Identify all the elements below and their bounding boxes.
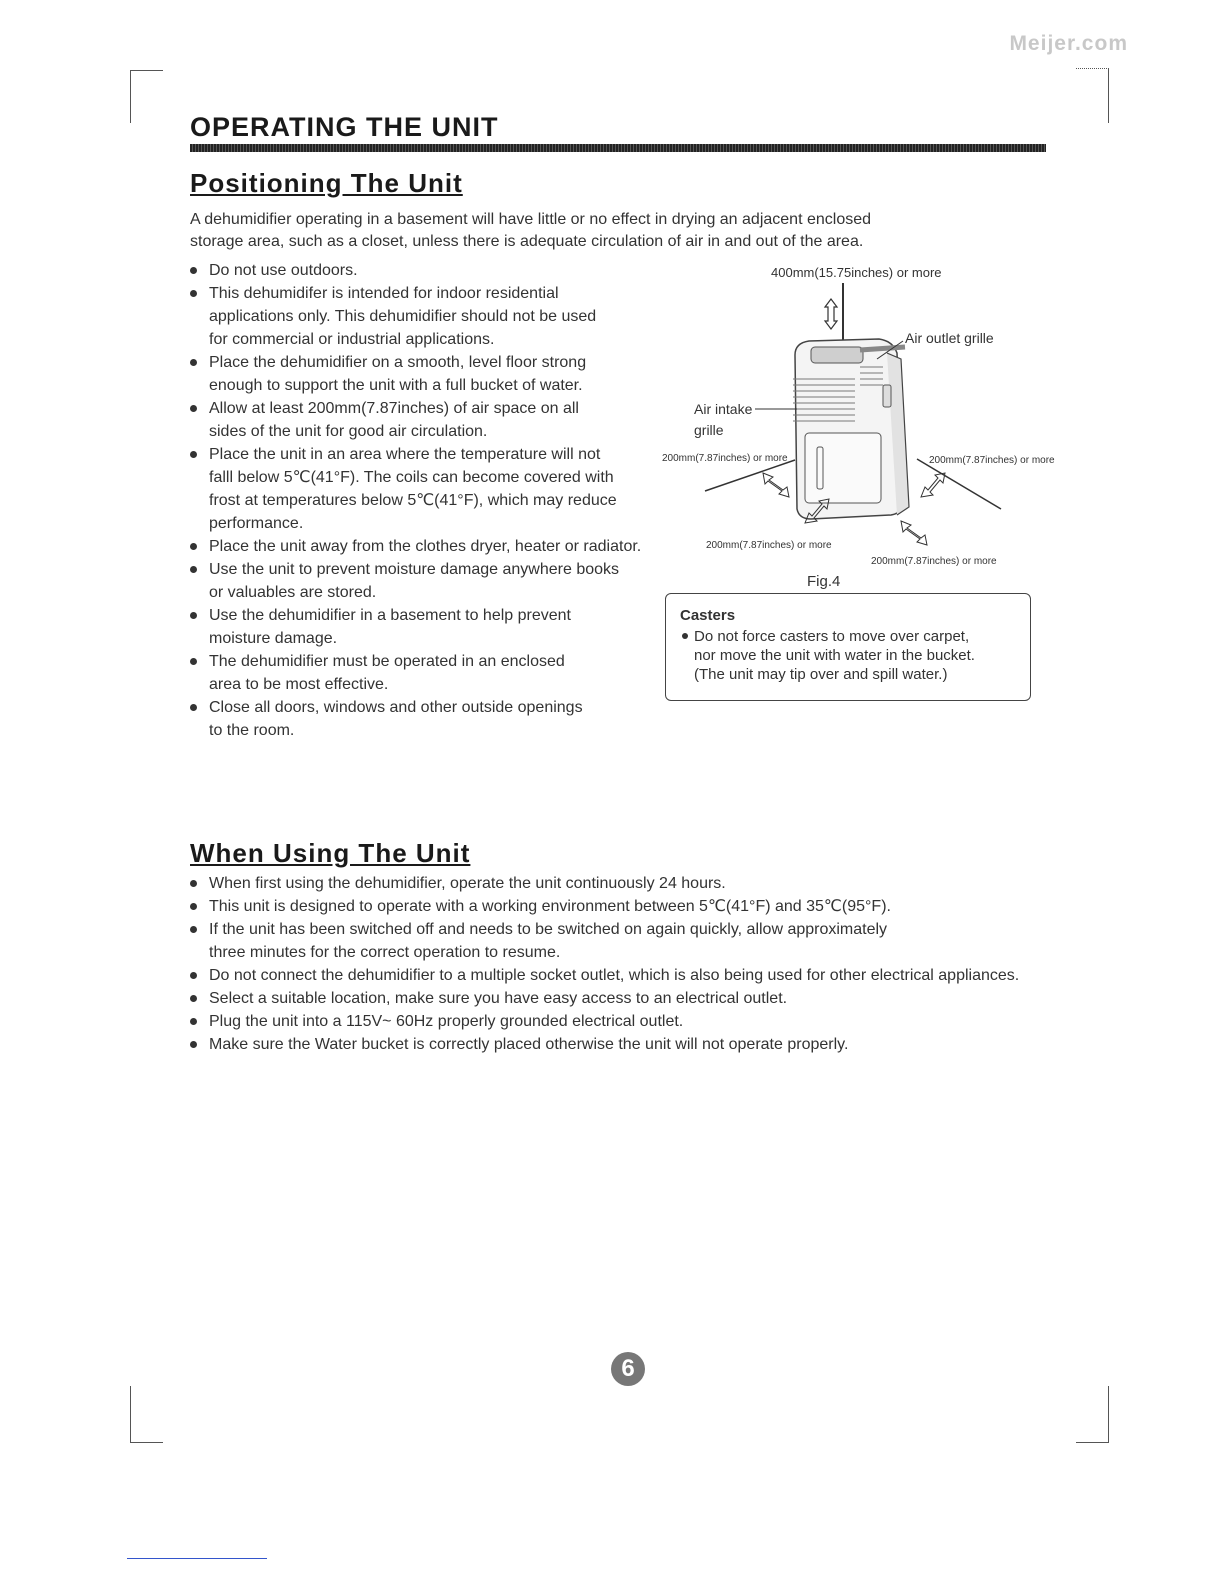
- watermark: Meijer.com: [1009, 32, 1128, 55]
- list-item: Place the unit in an area where the temperature will not falll below 5℃(41°F). The coils can become covered with frost at temperatures below 5℃(41°F), which may reduce performance.: [190, 443, 660, 535]
- list-item: Close all doors, windows and other outside openings to the room.: [190, 696, 660, 742]
- casters-line: nor move the unit with water in the bucket.: [694, 647, 975, 664]
- intro-line: A dehumidifier operating in a basement will have little or no effect in drying an adjacent enclosed: [190, 211, 872, 228]
- list-item: Use the dehumidifier in a basement to help prevent moisture damage.: [190, 604, 660, 650]
- list-item: Make sure the Water bucket is correctly placed otherwise the unit will not operate properly.: [190, 1033, 1050, 1056]
- list-item: Do not connect the dehumidifier to a multiple socket outlet, which is also being used for other electrical appliances.: [190, 964, 1050, 987]
- positioning-intro: [190, 209, 871, 253]
- left-clearance-label: 200mm(7.87inches) or more: [662, 453, 788, 464]
- list-item: This dehumidifer is intended for indoor residential applications only. This dehumidifier should not be used for commercial or industrial applications.: [190, 282, 660, 351]
- dehumidifier-clearance-figure: [655, 255, 1055, 595]
- list-item: Place the unit away from the clothes dryer, heater or radiator.: [190, 535, 660, 558]
- casters-note-box: [665, 593, 1031, 701]
- positioning-heading: Positioning The Unit: [190, 168, 463, 198]
- left-arrow-icon: [763, 473, 789, 497]
- list-item: Allow at least 200mm(7.87inches) of air space on all sides of the unit for good air circulation.: [190, 397, 660, 443]
- front-left-clearance-label: 200mm(7.87inches) or more: [706, 540, 832, 551]
- page-number: 6: [611, 1352, 645, 1386]
- section-title: OPERATING THE UNIT: [190, 112, 499, 142]
- front-right-clearance-label: 200mm(7.87inches) or more: [871, 556, 997, 567]
- list-item: Use the unit to prevent moisture damage anywhere books or valuables are stored.: [190, 558, 660, 604]
- intro-line: storage area, such as a closet, unless there is adequate circulation of air in and out of the area.: [190, 233, 864, 250]
- air-intake-label-2: grille: [694, 422, 724, 438]
- list-item: This unit is designed to operate with a working environment between 5℃(41°F) and 35℃(95°F).: [190, 895, 1050, 918]
- title-divider: [190, 144, 1046, 152]
- front-right-arrow-icon: [901, 521, 927, 545]
- casters-line: (The unit may tip over and spill water.): [694, 666, 948, 683]
- list-item: Select a suitable location, make sure you have easy access to an electrical outlet.: [190, 987, 1050, 1010]
- up-arrow-icon: [825, 299, 837, 329]
- using-bullet-list: [190, 872, 1050, 1056]
- list-item: If the unit has been switched off and needs to be switched on again quickly, allow approximately three minutes for the correct operation to resume.: [190, 918, 1050, 964]
- crop-mark-bottom-right: [1076, 1386, 1109, 1443]
- list-item: When first using the dehumidifier, operate the unit continuously 24 hours.: [190, 872, 1050, 895]
- positioning-bullet-list: [190, 259, 660, 742]
- list-item: The dehumidifier must be operated in an enclosed area to be most effective.: [190, 650, 660, 696]
- air-outlet-label: Air outlet grille: [905, 330, 994, 346]
- right-arrow-icon: [921, 473, 945, 497]
- list-item: Plug the unit into a 115V~ 60Hz properly grounded electrical outlet.: [190, 1010, 1050, 1033]
- casters-line: Do not force casters to move over carpet,: [680, 627, 1016, 646]
- list-item: Place the dehumidifier on a smooth, level floor strong enough to support the unit with a full bucket of water.: [190, 351, 660, 397]
- crop-mark-bottom-left: [130, 1386, 163, 1443]
- dehumidifier-icon: [793, 339, 909, 519]
- crop-mark-top-left: [130, 70, 163, 123]
- crop-mark-top-right: [1076, 68, 1109, 123]
- figure-caption: Fig.4: [807, 573, 841, 590]
- list-item: Do not use outdoors.: [190, 259, 660, 282]
- bottom-link-underline: [127, 1558, 267, 1559]
- top-clearance-label: 400mm(15.75inches) or more: [771, 265, 942, 280]
- right-leader-line: [917, 459, 1001, 509]
- using-heading: When Using The Unit: [190, 838, 471, 868]
- right-clearance-label: 200mm(7.87inches) or more: [929, 455, 1055, 466]
- casters-title: Casters: [680, 607, 736, 624]
- left-leader-line: [705, 460, 795, 491]
- air-intake-label: Air intake: [694, 401, 753, 417]
